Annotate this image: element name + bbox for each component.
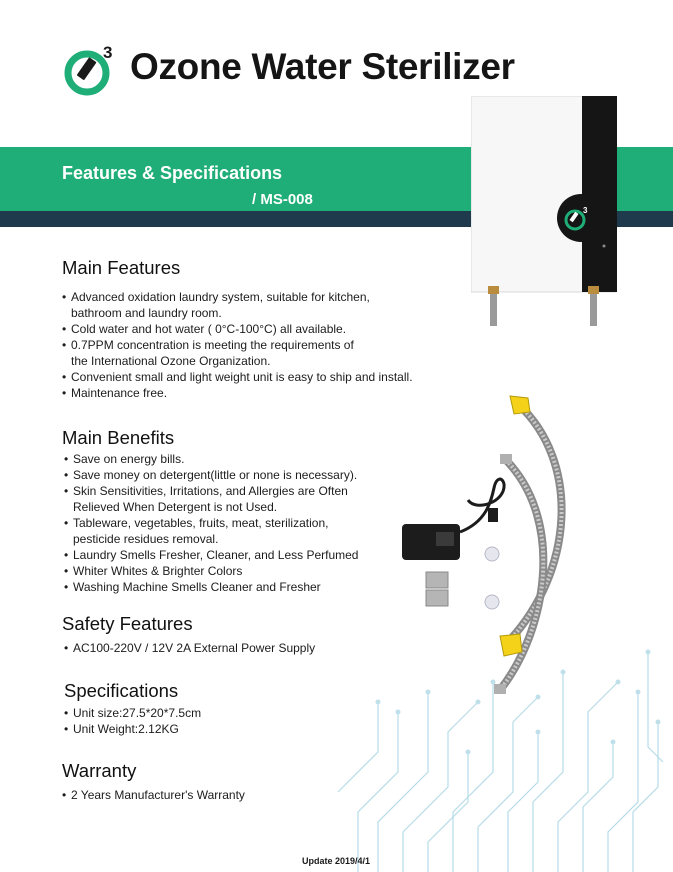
list-item: • 0.7PPM concentration is meeting the requirements of the International Ozone Organization. — [62, 337, 462, 369]
main-features-title: Main Features — [62, 257, 181, 278]
list-item: • Maintenance free. — [62, 385, 462, 401]
list-item: • Convenient small and light weight unit is easy to ship and install. — [62, 369, 462, 385]
main-benefits-title: Main Benefits — [62, 427, 175, 448]
list-item: • Laundry Smells Fresher, Cleaner, and Less Perfumed — [64, 547, 404, 563]
safety-features-title: Safety Features — [62, 613, 193, 634]
warranty-list — [62, 787, 322, 803]
list-item: • Advanced oxidation laundry system, suitable for kitchen, bathroom and laundry room. — [62, 289, 462, 321]
list-item: • AC100-220V / 12V 2A External Power Supply — [64, 640, 384, 656]
list-item: • Save on energy bills. — [64, 451, 404, 467]
logo-superscript: 3 — [103, 43, 113, 62]
main-benefits-list — [64, 451, 404, 595]
update-date: Update 2019/4/1 — [302, 856, 371, 866]
band-title: Features & Specifications — [62, 163, 283, 183]
ozone-logo-icon — [62, 40, 120, 98]
specifications-list — [64, 705, 304, 737]
list-item: • Save money on detergent(little or none is necessary). — [64, 467, 404, 483]
list-item: • Washing Machine Smells Cleaner and Fresher — [64, 579, 404, 595]
device-product-image — [471, 96, 617, 342]
list-item: • Unit Weight:2.12KG — [64, 721, 304, 737]
list-item: • 2 Years Manufacturer's Warranty — [62, 787, 322, 803]
list-item: • Skin Sensitivities, Irritations, and Allergies are Often Relieved When Detergent is not Used. — [64, 483, 404, 515]
band-model-number: / MS-008 — [252, 191, 313, 208]
device-logo-superscript: 3 — [583, 206, 588, 215]
list-item: • Cold water and hot water ( 0°C-100°C) all available. — [62, 321, 462, 337]
main-features-list — [62, 289, 462, 401]
page-title: Ozone Water Sterilizer — [130, 46, 515, 87]
list-item: • Tableware, vegetables, fruits, meat, sterilization, pesticide residues removal. — [64, 515, 404, 547]
specifications-title: Specifications — [64, 680, 179, 701]
list-item: • Whiter Whites & Brighter Colors — [64, 563, 404, 579]
list-item: • Unit size:27.5*20*7.5cm — [64, 705, 304, 721]
safety-features-list — [64, 640, 384, 656]
warranty-title: Warranty — [62, 760, 137, 781]
